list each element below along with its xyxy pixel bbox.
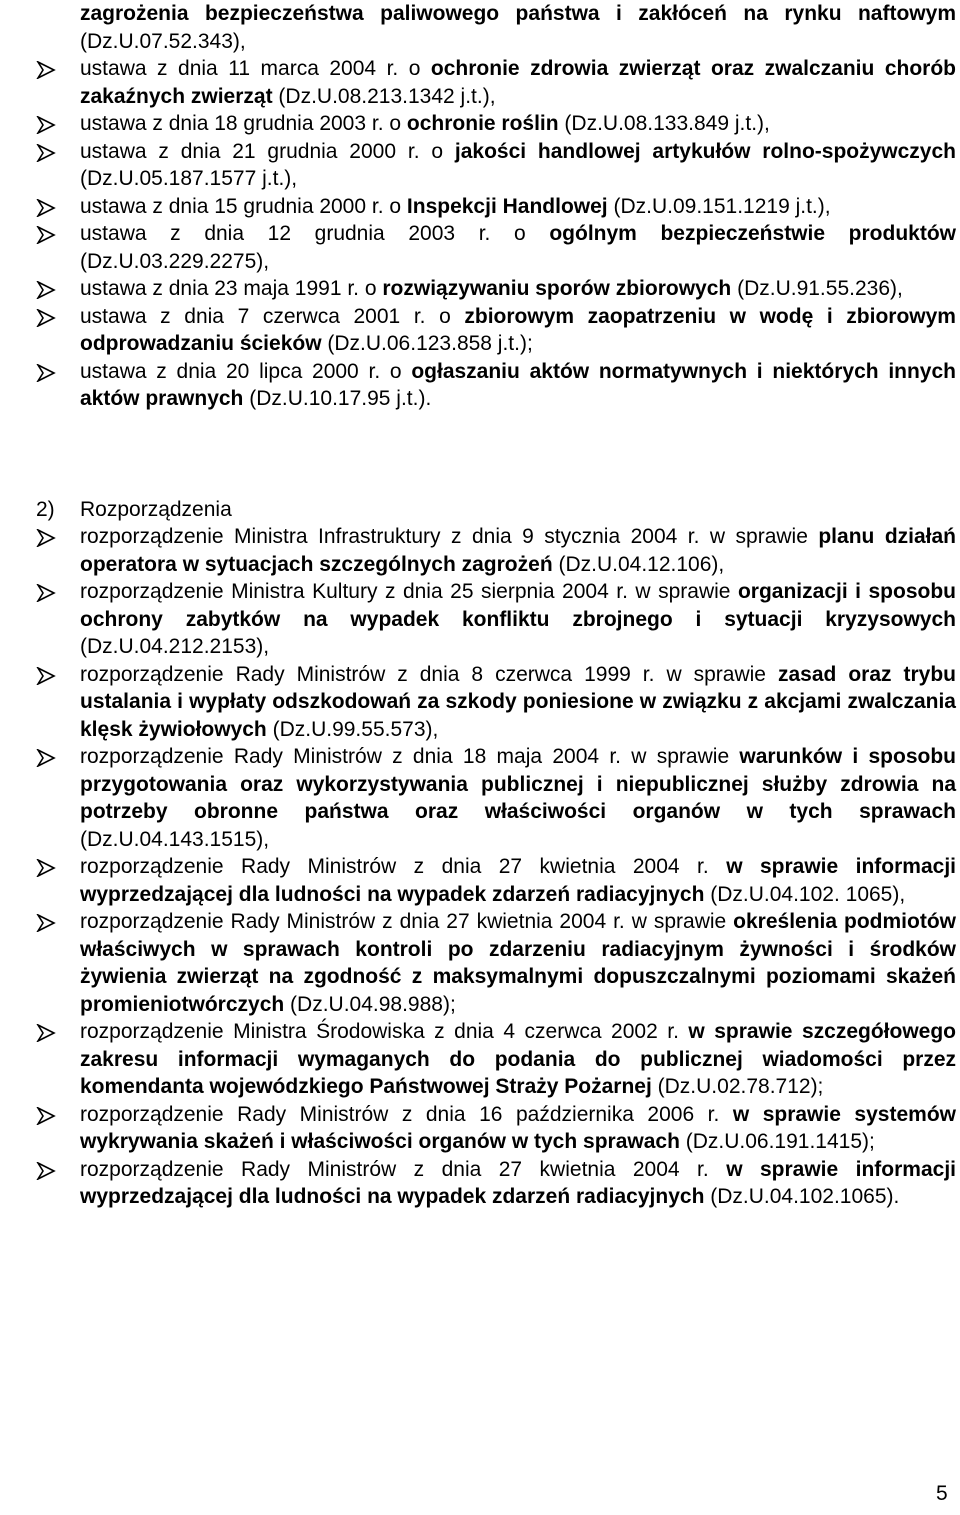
item-title: w sprawie informacji wyprzedzającej dla ludności na wypadek zdarzeń radiacyjnych (80, 855, 956, 906)
arrow-bullet-icon (36, 1162, 56, 1180)
item-title: planu działań operatora w sytuacjach szczególnych zagrożeń (80, 525, 956, 576)
item-text: rozporządzenie Ministra Kultury z dnia 25 sierpnia 2004 r. w sprawie (80, 580, 738, 603)
arrow-bullet-icon (36, 529, 56, 547)
item-citation: (Dz.U.04.98.988); (284, 992, 456, 1016)
item-citation: (Dz.U.03.229.2275), (80, 249, 270, 273)
section-title: Rozporządzenia (80, 498, 232, 521)
law-list-item (0, 138, 956, 193)
regulations-list (0, 523, 960, 1211)
item-title: określenia podmiotów właściwych w sprawach kontroli po zdarzeniu radiacyjnym żywności i środków żywienia zwierząt na zgodność z maksymalnymi dopuszczalnymi poziomami skażeń promieniotwórczych (80, 910, 956, 1016)
arrow-bullet-icon (36, 281, 56, 299)
item-citation: (Dz.U.06.191.1415); (679, 1130, 875, 1153)
regulation-list-item (0, 1101, 956, 1156)
regulation-list-item (0, 1156, 956, 1211)
item-citation: (Dz.U.04.212.2153), (80, 635, 270, 658)
item-text: ustawa z dnia 21 grudnia 2000 r. o (80, 139, 455, 163)
arrow-bullet-icon (36, 61, 56, 79)
arrow-bullet-icon (36, 667, 56, 685)
item-citation: (Dz.U.04.102.1065). (704, 1185, 900, 1208)
item-citation: (Dz.U.04.102. 1065), (704, 882, 906, 906)
item-title: w sprawie szczegółowego zakresu informacji wymaganych do podania do publicznej wiadomości przez komendanta wojewódzkiego Państwowej Straży Pożarnej (80, 1020, 956, 1098)
item-title: jakości handlowej artykułów rolno-spożywczych (454, 139, 956, 163)
arrow-bullet-icon (36, 226, 56, 244)
law-list-item (0, 55, 956, 110)
item-text: rozporządzenie Rady Ministrów z dnia 16 października 2006 r. (80, 1102, 733, 1126)
item-citation: (Dz.U.05.187.1577 j.t.), (80, 167, 298, 190)
regulation-list-item (0, 908, 956, 1018)
section-number: 2) (36, 498, 55, 521)
arrow-bullet-icon (36, 1107, 56, 1125)
item-text: ustawa z dnia 20 lipca 2000 r. o (80, 359, 412, 383)
regulation-list-item (0, 853, 956, 908)
arrow-bullet-icon (36, 199, 56, 217)
item-text: rozporządzenie Rady Ministrów z dnia 27 kwietnia 2004 r. (80, 1157, 727, 1181)
item-text: ustawa z dnia 11 marca 2004 r. o (80, 57, 431, 80)
arrow-bullet-icon (36, 1024, 56, 1042)
item-title: Inspekcji Handlowej (406, 194, 608, 218)
arrow-bullet-icon (36, 914, 56, 932)
item-title: ogłaszaniu aktów normatywnych i niektórych innych aktów prawnych (80, 359, 956, 410)
arrow-bullet-icon (36, 144, 56, 162)
item-title: organizacji i sposobu ochrony zabytków na wypadek konfliktu zbrojnego i sytuacji kryzysowych (80, 580, 956, 631)
item-text: ustawa z dnia 18 grudnia 2003 r. o (80, 112, 407, 135)
arrow-bullet-icon (36, 309, 56, 327)
item-text: ustawa z dnia 15 grudnia 2000 r. o (80, 194, 407, 218)
item-title: zagrożenia bezpieczeństwa paliwowego państwa i zakłóceń na rynku naftowym (80, 2, 956, 25)
laws-list (0, 0, 960, 413)
item-title: w sprawie systemów wykrywania skażeń i właściwości organów w tych sprawach (80, 1102, 956, 1153)
arrow-bullet-icon (36, 584, 56, 602)
item-text: rozporządzenie Ministra Infrastruktury z dnia 9 stycznia 2004 r. w sprawie (80, 525, 819, 548)
item-text: rozporządzenie Rady Ministrów z dnia 18 maja 2004 r. w sprawie (80, 745, 740, 768)
item-citation: (Dz.U.99.55.573), (266, 717, 439, 741)
item-text: ustawa z dnia 23 maja 1991 r. o (80, 277, 383, 300)
item-citation: (Dz.U.02.78.712); (651, 1075, 824, 1098)
item-citation: (Dz.U.04.143.1515), (80, 827, 270, 851)
page-number: 5 (936, 1482, 948, 1505)
item-title: rozwiązywaniu sporów zbiorowych (382, 277, 732, 300)
item-text: ustawa z dnia 12 grudnia 2003 r. o (80, 222, 550, 245)
item-title: zasad oraz trybu ustalania i wypłaty odszkodowań za szkody poniesione w związku z akcjami zwalczania klęsk żywiołowych (80, 662, 957, 741)
law-list-item (0, 303, 956, 358)
item-title: zbiorowym zaopatrzeniu w wodę i zbiorowym odprowadzaniu ścieków (80, 304, 956, 355)
item-citation: (Dz.U.08.213.1342 j.t.), (272, 84, 496, 108)
regulation-list-item (0, 743, 956, 853)
item-title: warunków i sposobu przygotowania oraz wykorzystywania publicznej i niepublicznej służby zdrowia na potrzeby obronne państwa oraz właściwości organów w tych sprawach (80, 745, 956, 823)
item-citation: (Dz.U.08.133.849 j.t.), (558, 112, 770, 135)
regulation-list-item (0, 523, 956, 578)
item-citation: (Dz.U.07.52.343), (80, 29, 246, 53)
arrow-bullet-icon (36, 859, 56, 877)
law-list-item (0, 275, 956, 303)
item-text: rozporządzenie Rady Ministrów z dnia 27 kwietnia 2004 r. (80, 855, 727, 878)
item-citation: (Dz.U.09.151.1219 j.t.), (607, 194, 831, 218)
regulation-list-item (0, 578, 956, 661)
arrow-bullet-icon (36, 116, 56, 134)
section-heading (36, 496, 232, 524)
law-list-item (0, 358, 956, 413)
item-text: rozporządzenie Rady Ministrów z dnia 8 czerwca 1999 r. w sprawie (80, 662, 778, 686)
arrow-bullet-icon (36, 749, 56, 767)
item-citation: (Dz.U.10.17.95 j.t.). (243, 387, 432, 410)
item-text: ustawa z dnia 7 czerwca 2001 r. o (80, 304, 465, 328)
item-text: rozporządzenie Rady Ministrów z dnia 27 kwietnia 2004 r. w sprawie (80, 910, 734, 933)
item-citation: (Dz.U.04.12.106), (552, 552, 725, 576)
item-citation: (Dz.U.91.55.236), (731, 277, 903, 300)
law-list-item (0, 110, 956, 138)
law-list-item (0, 220, 956, 275)
item-title: ogólnym bezpieczeństwie produktów (549, 222, 956, 245)
item-title: w sprawie informacji wyprzedzającej dla ludności na wypadek zdarzeń radiacyjnych (80, 1157, 956, 1208)
item-title: ochronie zdrowia zwierząt oraz zwalczaniu chorób zakaźnych zwierząt (80, 57, 956, 108)
law-list-item (0, 193, 956, 221)
arrow-bullet-icon (36, 364, 56, 382)
regulation-list-item (0, 1018, 956, 1101)
regulation-list-item (0, 661, 956, 744)
item-title: ochronie roślin (406, 112, 559, 135)
law-list-item (0, 0, 956, 55)
item-text: rozporządzenie Ministra Środowiska z dnia 4 czerwca 2002 r. (80, 1020, 689, 1043)
item-citation: (Dz.U.06.123.858 j.t.); (321, 332, 533, 355)
